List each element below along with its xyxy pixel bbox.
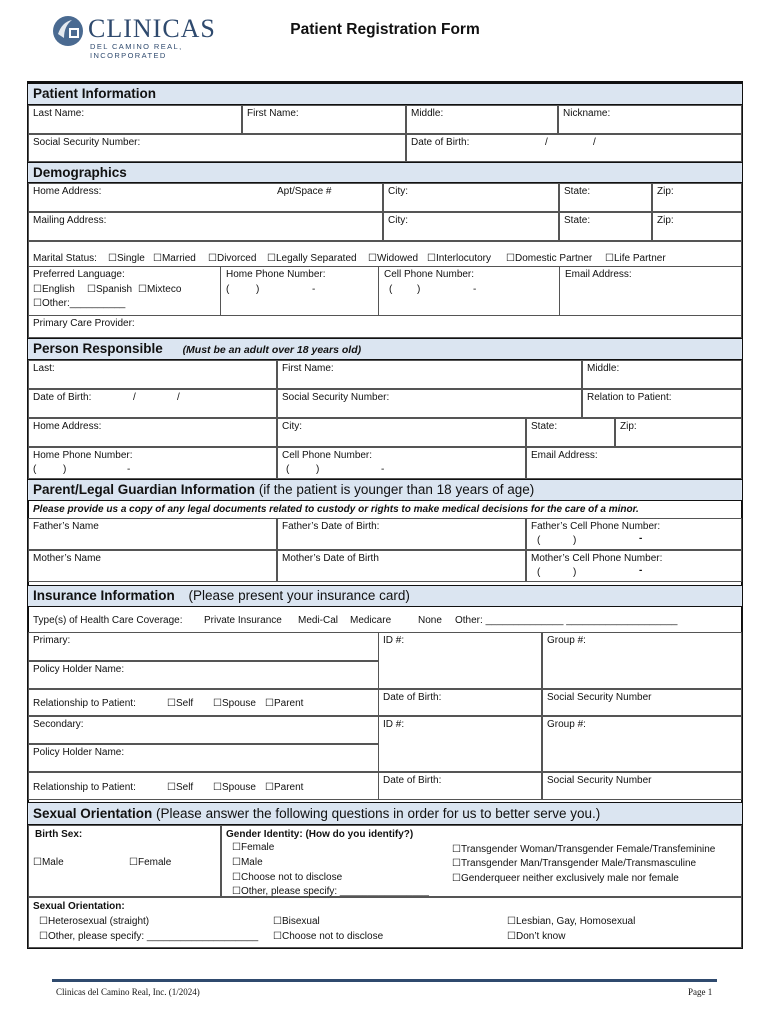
patient-ssn-field[interactable]: Social Security Number: bbox=[28, 134, 406, 162]
divider bbox=[28, 266, 742, 267]
divider bbox=[559, 266, 560, 315]
secondary-insurance-field[interactable]: Secondary: bbox=[28, 716, 378, 744]
divider bbox=[220, 266, 221, 315]
footer-revision: Clinicas del Camino Real, Inc. (1/2024) bbox=[56, 987, 200, 997]
language-spanish-checkbox[interactable]: ☐ Spanish bbox=[87, 284, 132, 295]
responsible-middle-field[interactable]: Middle: bbox=[582, 360, 742, 389]
home-phone-open: ( bbox=[226, 284, 230, 295]
cell-phone-close: ) bbox=[417, 284, 421, 295]
orientation-heading-note: (Please answer the following questions in order for us to better serve you.) bbox=[156, 806, 601, 821]
mailing-zip-field[interactable]: Zip: bbox=[652, 212, 742, 241]
gi-male-checkbox[interactable]: ☐ Male bbox=[232, 857, 263, 868]
logo-name: CLINICAS bbox=[88, 14, 216, 43]
primary-group-field[interactable]: Group #: bbox=[542, 632, 742, 689]
responsible-note: (Must be an adult over 18 years old) bbox=[182, 344, 362, 356]
secondary-holder-ssn-field[interactable]: Social Security Number bbox=[542, 772, 742, 800]
phone-dash: - bbox=[639, 565, 643, 576]
responsible-ssn-field[interactable]: Social Security Number: bbox=[277, 389, 582, 418]
marital-single-checkbox[interactable]: ☐ Single bbox=[108, 253, 145, 264]
language-mixteco-checkbox[interactable]: ☐ Mixteco bbox=[138, 284, 181, 295]
father-cell-field[interactable]: Father’s Cell Phone Number: ( ) - bbox=[526, 518, 742, 550]
coverage-other[interactable]: Other: ______________ ____________________ bbox=[455, 615, 678, 626]
primary-insurance-field[interactable]: Primary: bbox=[28, 632, 378, 661]
form-title: Patient Registration Form bbox=[290, 21, 480, 38]
middle-name-field[interactable]: Middle: bbox=[406, 105, 558, 134]
insurance-heading-note: (Please present your insurance card) bbox=[188, 588, 410, 603]
mailing-address-field[interactable]: Mailing Address: bbox=[28, 212, 383, 241]
footer-page-number: Page 1 bbox=[688, 987, 713, 997]
section-demographics: Demographics bbox=[28, 162, 742, 183]
secondary-relationship-field bbox=[28, 772, 378, 800]
cell-phone-label: Cell Phone Number: bbox=[384, 269, 475, 280]
phone-close: ) bbox=[573, 567, 577, 578]
marital-divorced-checkbox[interactable]: ☐ Divorced bbox=[208, 253, 256, 264]
gi-other-checkbox[interactable]: ☐ Other, please specify: ________________ bbox=[232, 886, 429, 897]
responsible-relation-field[interactable]: Relation to Patient: bbox=[582, 389, 742, 418]
phone-close: ) bbox=[63, 464, 67, 475]
primary-id-field[interactable]: ID #: bbox=[378, 632, 542, 689]
divider bbox=[378, 266, 379, 315]
primary-policy-holder-field[interactable]: Policy Holder Name: bbox=[28, 661, 378, 689]
section-guardian: Parent/Legal Guardian Information (if the patient is younger than 18 years of age) bbox=[28, 479, 742, 501]
responsible-cell-phone-field[interactable]: Cell Phone Number: ( ) - bbox=[277, 447, 526, 479]
home-state-field[interactable]: State: bbox=[559, 183, 652, 212]
home-zip-field[interactable]: Zip: bbox=[652, 183, 742, 212]
phone-open: ( bbox=[537, 535, 541, 546]
gender-identity-group bbox=[221, 825, 742, 897]
coverage-medicare[interactable]: Medicare bbox=[350, 615, 392, 626]
birth-sex-group bbox=[28, 825, 221, 897]
secondary-policy-holder-field[interactable]: Policy Holder Name: bbox=[28, 744, 378, 772]
rel-spouse-checkbox[interactable]: ☐ Spouse bbox=[213, 782, 256, 793]
dob-slash-2: / bbox=[177, 392, 180, 403]
rel-spouse-checkbox[interactable]: ☐ Spouse bbox=[213, 698, 256, 709]
section-person-responsible: Person Responsible (Must be an adult over 18 years old) bbox=[28, 338, 742, 360]
so-dont-know-checkbox[interactable]: ☐ Don’t know bbox=[507, 931, 565, 942]
coverage-types-label: Type(s) of Health Care Coverage: bbox=[33, 615, 183, 626]
gi-genderqueer-checkbox[interactable]: ☐ Genderqueer neither exclusively male nor female bbox=[452, 873, 679, 884]
marital-married-checkbox[interactable]: ☐ Married bbox=[153, 253, 196, 264]
rel-parent-checkbox[interactable]: ☐ Parent bbox=[265, 782, 303, 793]
apt-space-label: Apt/Space # bbox=[277, 186, 332, 197]
rel-self-checkbox[interactable]: ☐ Self bbox=[167, 698, 193, 709]
section-sexual-orientation: Sexual Orientation (Please answer the following questions in order for us to better serve you.) bbox=[28, 802, 742, 825]
dob-slash-1: / bbox=[545, 137, 548, 148]
gi-not-disclose-checkbox[interactable]: ☐ Choose not to disclose bbox=[232, 872, 342, 883]
section-insurance: Insurance Information (Please present your insurance card) bbox=[28, 585, 742, 607]
marital-domestic-partner-checkbox[interactable]: ☐ Domestic Partner bbox=[506, 253, 592, 264]
gi-female-checkbox[interactable]: ☐ Female bbox=[232, 842, 274, 853]
responsible-last-field[interactable]: Last: bbox=[28, 360, 277, 389]
guardian-heading-note: (if the patient is younger than 18 years of age) bbox=[258, 482, 535, 497]
marital-life-partner-checkbox[interactable]: ☐ Life Partner bbox=[605, 253, 666, 264]
coverage-private[interactable]: Private Insurance bbox=[204, 615, 282, 626]
rel-self-checkbox[interactable]: ☐ Self bbox=[167, 782, 193, 793]
nickname-field[interactable]: Nickname: bbox=[558, 105, 742, 134]
responsible-email-field[interactable]: Email Address: bbox=[526, 447, 742, 479]
phone-open: ( bbox=[537, 567, 541, 578]
marital-widowed-checkbox[interactable]: ☐ Widowed bbox=[368, 253, 418, 264]
home-phone-dash: - bbox=[312, 284, 316, 295]
secondary-id-field[interactable]: ID #: bbox=[378, 716, 542, 772]
guardian-notice: Please provide us a copy of any legal documents related to custody or rights to make medical decisions for the care of a minor. bbox=[33, 504, 639, 515]
language-english-checkbox[interactable]: ☐ English bbox=[33, 284, 75, 295]
phone-open: ( bbox=[286, 464, 290, 475]
marital-separated-checkbox[interactable]: ☐ Legally Separated bbox=[267, 253, 357, 264]
patient-dob-field[interactable]: Date of Birth: / / bbox=[406, 134, 742, 162]
so-heterosexual-checkbox[interactable]: ☐ Heterosexual (straight) bbox=[39, 916, 149, 927]
father-name-field[interactable]: Father’s Name bbox=[28, 518, 277, 550]
mailing-city-field[interactable]: City: bbox=[383, 212, 559, 241]
secondary-group-field[interactable]: Group #: bbox=[542, 716, 742, 772]
marital-status-label: Marital Status: bbox=[33, 253, 97, 264]
responsible-zip-field[interactable]: Zip: bbox=[615, 418, 742, 447]
responsible-address-field[interactable]: Home Address: bbox=[28, 418, 277, 447]
phone-dash: - bbox=[381, 464, 385, 475]
responsible-city-field[interactable]: City: bbox=[277, 418, 526, 447]
responsible-first-field[interactable]: First Name: bbox=[277, 360, 582, 389]
phone-close: ) bbox=[316, 464, 320, 475]
section-patient-information: Patient Information bbox=[28, 83, 742, 105]
birth-sex-male-checkbox[interactable]: ☐ Male bbox=[33, 857, 64, 868]
home-address-field[interactable]: Home Address: Apt/Space # bbox=[28, 183, 383, 212]
dob-slash-2: / bbox=[593, 137, 596, 148]
mother-name-field[interactable]: Mother’s Name bbox=[28, 550, 277, 582]
phone-dash: - bbox=[639, 533, 643, 544]
language-other-checkbox[interactable]: ☐ Other:__________ bbox=[33, 298, 125, 309]
gi-trans-woman-checkbox[interactable]: ☐ Transgender Woman/Transgender Female/Transfeminine bbox=[452, 844, 715, 855]
phone-dash: - bbox=[127, 464, 131, 475]
relationship-label: Relationship to Patient: bbox=[33, 698, 136, 709]
logo-subtitle: DEL CAMINO REAL, INCORPORATED bbox=[90, 42, 183, 60]
last-name-field[interactable]: Last Name: bbox=[28, 105, 242, 134]
rel-parent-checkbox[interactable]: ☐ Parent bbox=[265, 698, 303, 709]
footer-divider bbox=[52, 979, 717, 982]
so-not-disclose-checkbox[interactable]: ☐ Choose not to disclose bbox=[273, 931, 383, 942]
primary-holder-dob-field[interactable]: Date of Birth: bbox=[378, 689, 542, 716]
responsible-state-field[interactable]: State: bbox=[526, 418, 615, 447]
primary-holder-ssn-field[interactable]: Social Security Number bbox=[542, 689, 742, 716]
preferred-language-label: Preferred Language: bbox=[33, 269, 125, 280]
cell-phone-open: ( bbox=[389, 284, 393, 295]
mailing-state-field[interactable]: State: bbox=[559, 212, 652, 241]
home-city-field[interactable]: City: bbox=[383, 183, 559, 212]
secondary-holder-dob-field[interactable]: Date of Birth: bbox=[378, 772, 542, 800]
home-phone-label: Home Phone Number: bbox=[226, 269, 326, 280]
birth-sex-female-checkbox[interactable]: ☐ Female bbox=[129, 857, 171, 868]
coverage-none[interactable]: None bbox=[418, 615, 442, 626]
relationship-label: Relationship to Patient: bbox=[33, 782, 136, 793]
responsible-home-phone-field[interactable]: Home Phone Number: ( ) - bbox=[28, 447, 277, 479]
birth-sex-label: Birth Sex: bbox=[35, 829, 83, 840]
primary-relationship-field bbox=[28, 689, 378, 716]
primary-care-provider-field[interactable]: Primary Care Provider: bbox=[28, 315, 742, 338]
first-name-field[interactable]: First Name: bbox=[242, 105, 406, 134]
so-other-checkbox[interactable]: ☐ Other, please specify: ____________________ bbox=[39, 931, 258, 942]
responsible-dob-field[interactable]: Date of Birth: / / bbox=[28, 389, 277, 418]
gi-trans-man-checkbox[interactable]: ☐ Transgender Man/Transgender Male/Transmasculine bbox=[452, 858, 696, 869]
gender-identity-label: Gender Identity: (How do you identify?) bbox=[226, 829, 414, 840]
sexual-orientation-label: Sexual Orientation: bbox=[33, 901, 125, 912]
marital-interlocutory-checkbox[interactable]: ☐ Interlocutory bbox=[427, 253, 491, 264]
father-dob-field[interactable]: Father’s Date of Birth: bbox=[277, 518, 526, 550]
sexual-orientation-group bbox=[28, 897, 742, 948]
coverage-medi-cal[interactable]: Medi-Cal bbox=[298, 615, 339, 626]
phone-open: ( bbox=[33, 464, 37, 475]
so-lgh-checkbox[interactable]: ☐ Lesbian, Gay, Homosexual bbox=[507, 916, 635, 927]
cell-phone-dash: - bbox=[473, 284, 477, 295]
home-phone-close: ) bbox=[256, 284, 260, 295]
email-label: Email Address: bbox=[565, 269, 632, 280]
mother-dob-field[interactable]: Mother’s Date of Birth bbox=[277, 550, 526, 582]
mother-cell-field[interactable]: Mother’s Cell Phone Number: ( ) - bbox=[526, 550, 742, 582]
so-bisexual-checkbox[interactable]: ☐ Bisexual bbox=[273, 916, 320, 927]
dob-slash-1: / bbox=[133, 392, 136, 403]
phone-close: ) bbox=[573, 535, 577, 546]
